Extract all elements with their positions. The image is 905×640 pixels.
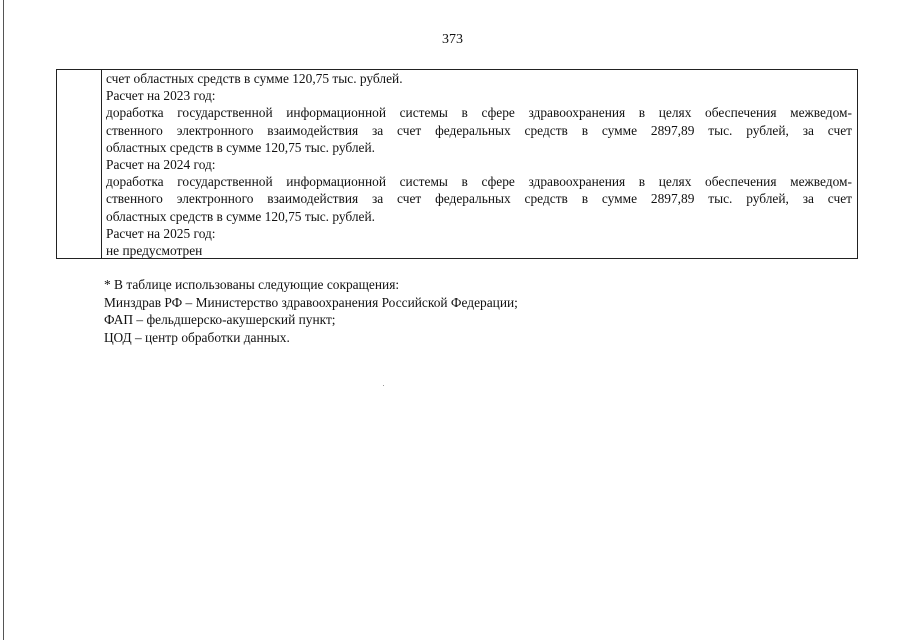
footnote-item: ФАП – фельдшерско-акушерский пункт; (104, 312, 336, 328)
table-line: ственного электронного взаимодействия за счет федеральных средств в сумме 2897,89 тыс. рублей, за счет (106, 191, 852, 207)
footnotes (104, 276, 518, 346)
table-line-year-heading: Расчет на 2024 год: (106, 156, 216, 172)
scan-edge-line (3, 0, 4, 640)
table-line: ственного электронного взаимодействия за счет федеральных средств в сумме 2897,89 тыс. рублей, за счет (106, 122, 852, 138)
footnote-item: ЦОД – центр обработки данных. (104, 329, 290, 345)
table-line: доработка государственной информационной системы в сфере здравоохранения в целях обеспечения межведом- (106, 174, 852, 190)
table-line: областных средств в сумме 120,75 тыс. рублей. (106, 139, 375, 155)
page-number: 373 (442, 32, 463, 47)
table-line-year-heading: Расчет на 2023 год: (106, 88, 216, 104)
table-cell-text (106, 70, 852, 259)
table-line-year-heading: Расчет на 2025 год: (106, 225, 216, 241)
footnote-item: Минздрав РФ – Министерство здравоохранения Российской Федерации; (104, 294, 518, 310)
scan-speck (383, 385, 384, 386)
table-line: не предусмотрен (106, 242, 203, 258)
table-line: доработка государственной информационной системы в сфере здравоохранения в целях обеспечения межведом- (106, 105, 852, 121)
table-line: областных средств в сумме 120,75 тыс. рублей. (106, 208, 375, 224)
table-line: счет областных средств в сумме 120,75 тыс. рублей. (106, 71, 403, 86)
table-column-divider (101, 70, 102, 258)
footnote-header: * В таблице использованы следующие сокращения: (104, 277, 400, 292)
